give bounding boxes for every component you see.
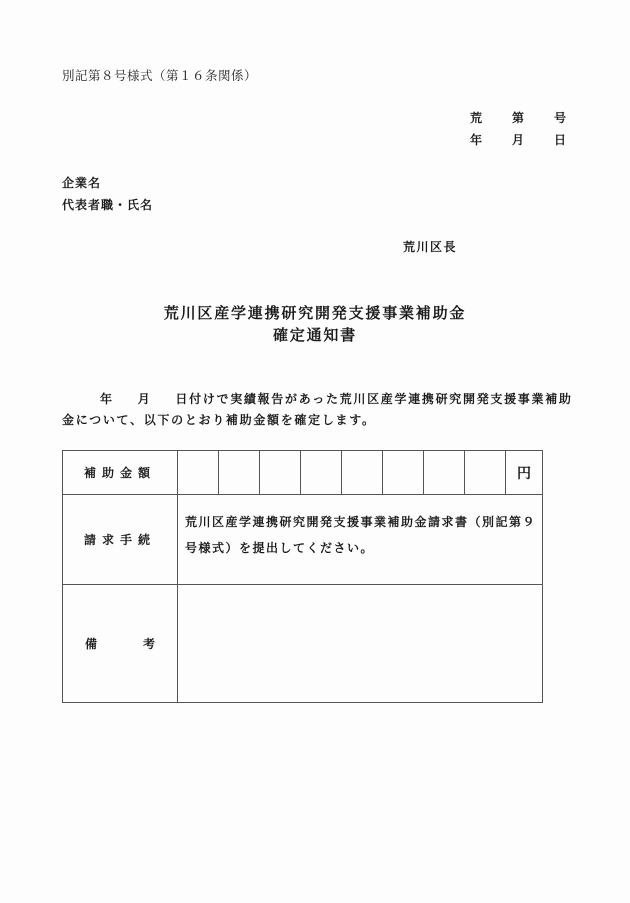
claim-procedure-label: 請求手続 [63, 495, 178, 585]
body-year: 年 [100, 392, 114, 406]
body-month: 月 [137, 392, 152, 406]
amount-digit-cell[interactable] [178, 451, 219, 495]
reference-dai: 第 [511, 111, 524, 125]
issue-date [462, 131, 566, 148]
amount-digit-cell[interactable] [383, 451, 424, 495]
amount-digit-cell[interactable] [219, 451, 260, 495]
issuer: 荒川区長 [403, 240, 458, 254]
remarks-label-right: 考 [143, 637, 156, 651]
amount-digit-cell[interactable] [342, 451, 383, 495]
document-title-sub: 確定通知書 [272, 326, 357, 344]
date-month: 月 [511, 133, 524, 147]
remarks-label [63, 585, 178, 703]
company-name-label: 企業名 [62, 176, 102, 190]
reference-number [462, 109, 566, 126]
body-line1-text: 日付けで実績報告があった荒川区産学連携研究開発支援事業補助 [175, 392, 573, 406]
claim-procedure-row [63, 495, 543, 585]
form-identifier: 別記第８号様式（第１６条関係） [62, 68, 258, 83]
amount-digit-cell[interactable] [301, 451, 342, 495]
remarks-label-left: 備 [84, 637, 97, 651]
representative-label: 代表者職・氏名 [62, 198, 154, 212]
amount-digit-cell[interactable] [424, 451, 465, 495]
date-year: 年 [469, 133, 482, 147]
claim-procedure-text: 荒川区産学連携研究開発支援事業補助金請求書（別記第９号様式）を提出してください。 [178, 495, 543, 585]
amount-label: 補助金額 [63, 451, 178, 495]
confirmation-table [62, 450, 543, 703]
remarks-value[interactable] [178, 585, 543, 703]
body-paragraph-line1 [62, 390, 573, 407]
body-paragraph-line2: 金について、以下のとおり補助金額を確定します。 [62, 413, 376, 427]
amount-digit-cell[interactable] [260, 451, 301, 495]
document-title: 荒川区産学連携研究開発支援事業補助金 [163, 304, 467, 322]
yen-unit: 円 [506, 451, 543, 495]
amount-digit-cell[interactable] [465, 451, 506, 495]
date-day: 日 [553, 133, 566, 147]
reference-go: 号 [553, 111, 566, 125]
remarks-row [63, 585, 543, 703]
reference-prefix: 荒 [469, 111, 482, 125]
amount-row [63, 451, 543, 495]
